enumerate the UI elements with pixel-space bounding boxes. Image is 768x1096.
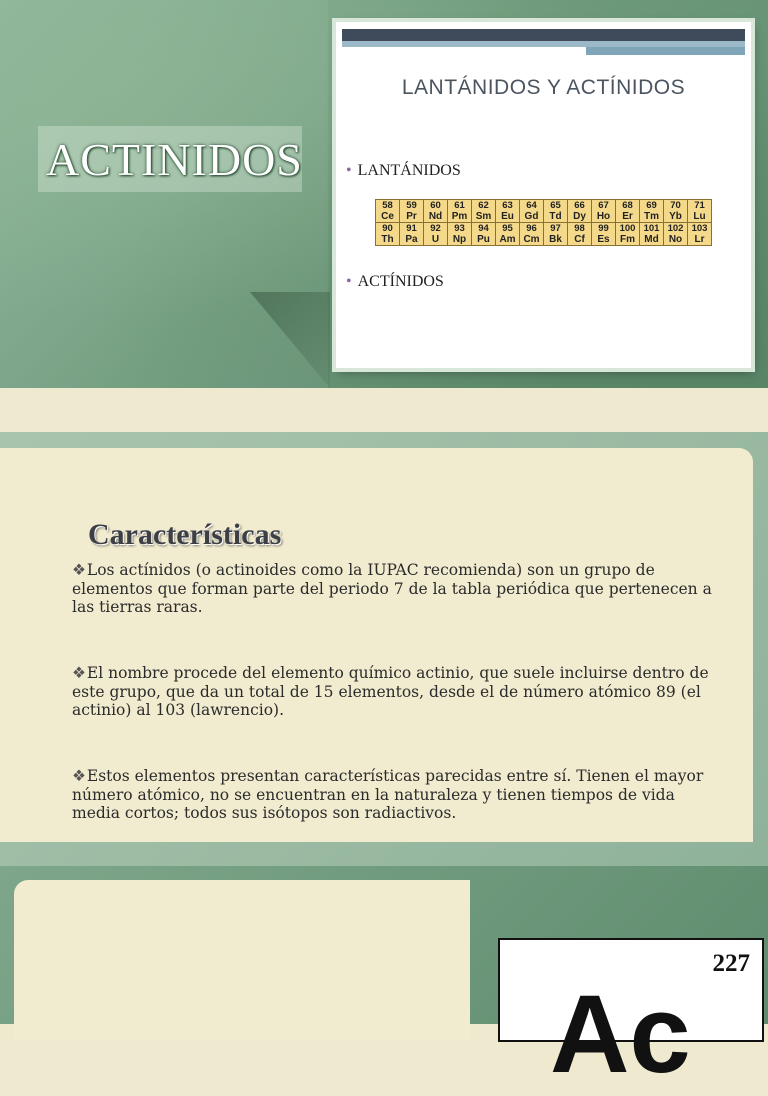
atomic-number: 94 <box>478 223 489 234</box>
header-bar <box>342 29 745 41</box>
atomic-number: 62 <box>478 200 489 211</box>
title-box <box>38 126 302 192</box>
element-symbol: Dy <box>573 211 586 222</box>
bullet-marker-icon: ❖ <box>72 767 86 785</box>
atomic-number: 66 <box>574 200 585 211</box>
section-heading: Características <box>88 518 282 551</box>
atomic-number: 68 <box>622 200 633 211</box>
element-symbol: Bk <box>549 234 562 245</box>
element-symbol: Tm <box>644 211 659 222</box>
content-card <box>14 880 470 1040</box>
element-cell <box>448 223 472 246</box>
element-symbol: Lu <box>693 211 706 222</box>
element-cell <box>592 200 616 223</box>
element-symbol: Am <box>499 234 516 245</box>
element-cell <box>592 223 616 246</box>
atomic-number: 59 <box>406 200 417 211</box>
element-cell <box>568 223 592 246</box>
atomic-number: 90 <box>382 223 393 234</box>
atomic-number: 91 <box>406 223 417 234</box>
embedded-slide <box>336 22 751 368</box>
element-cell <box>688 200 712 223</box>
paragraph-1 <box>72 561 712 617</box>
atomic-number: 58 <box>382 200 393 211</box>
atomic-number: 95 <box>502 223 513 234</box>
atomic-number: 93 <box>454 223 465 234</box>
atomic-number: 101 <box>643 223 660 234</box>
atomic-number: 65 <box>550 200 561 211</box>
element-cell <box>400 200 424 223</box>
bullet-label: LANTÁNIDOS <box>357 162 461 179</box>
atomic-number: 92 <box>430 223 441 234</box>
element-cell <box>640 200 664 223</box>
element-symbol: Er <box>622 211 633 222</box>
slide-title: ACTINIDOS <box>46 133 303 185</box>
bullet-actinidos <box>346 273 444 291</box>
table-row <box>376 223 712 246</box>
element-cell <box>448 200 472 223</box>
element-symbol: Nd <box>428 211 443 222</box>
element-symbol: U <box>431 234 440 245</box>
element-symbol: Es <box>597 234 610 245</box>
element-cell <box>424 223 448 246</box>
element-symbol: No <box>668 234 683 245</box>
element-cell <box>520 200 544 223</box>
element-symbol: Fm <box>620 234 635 245</box>
atomic-number: 64 <box>526 200 537 211</box>
element-cell <box>520 223 544 246</box>
element-symbol: Lr <box>694 234 705 245</box>
element-cell <box>376 200 400 223</box>
slide-actinio <box>0 866 768 1096</box>
element-symbol: Ce <box>381 211 394 222</box>
content-card <box>0 448 753 842</box>
bullet-label: ACTÍNIDOS <box>357 273 444 290</box>
header-bar-accent-right <box>586 47 745 55</box>
atomic-number: 69 <box>646 200 657 211</box>
element-cell <box>496 223 520 246</box>
periodic-table-fragment <box>375 199 712 246</box>
bullet-lantanidos <box>346 162 461 180</box>
atomic-number: 60 <box>430 200 441 211</box>
table-row <box>376 200 712 223</box>
element-cell <box>472 200 496 223</box>
element-symbol: Np <box>452 234 467 245</box>
element-cell <box>664 200 688 223</box>
embedded-slide-title: LANTÁNIDOS Y ACTÍNIDOS <box>401 76 686 99</box>
atomic-number: 99 <box>598 223 609 234</box>
atomic-number: 102 <box>667 223 684 234</box>
bullet-dot: • <box>346 162 352 179</box>
element-symbol: Pa <box>405 234 418 245</box>
element-symbol: Ac <box>550 973 691 1096</box>
element-symbol: Pr <box>406 211 417 222</box>
atomic-number: 63 <box>502 200 513 211</box>
element-symbol: Th <box>381 234 394 245</box>
element-cell <box>400 223 424 246</box>
element-symbol: Eu <box>501 211 514 222</box>
bullet-dot: • <box>346 273 352 290</box>
element-symbol: Cm <box>523 234 540 245</box>
element-cell <box>616 223 640 246</box>
atomic-number: 71 <box>694 200 705 211</box>
atomic-number: 96 <box>526 223 537 234</box>
slide-caracteristicas <box>0 432 768 866</box>
element-symbol: Sm <box>475 211 492 222</box>
element-cell <box>544 200 568 223</box>
element-symbol: Gd <box>524 211 539 222</box>
paragraph-2 <box>72 664 712 720</box>
background-panel <box>0 0 328 388</box>
atomic-number: 67 <box>598 200 609 211</box>
element-cell <box>640 223 664 246</box>
paragraph-text: El nombre procede del elemento químico actinio, que suele incluirse dentro de este grupo, que da un total de 15 elementos, desde el de número atómico 89 (el actinio) al 103 (lawrencio). <box>72 664 709 719</box>
paragraph-3 <box>72 767 712 823</box>
element-mass: 227 <box>712 950 750 977</box>
element-cell <box>664 223 688 246</box>
slide-actinidos-title <box>0 0 768 388</box>
element-cell <box>688 223 712 246</box>
atomic-number: 70 <box>670 200 681 211</box>
atomic-number: 97 <box>550 223 561 234</box>
element-cell <box>376 223 400 246</box>
element-cell <box>568 200 592 223</box>
atomic-number: 100 <box>619 223 636 234</box>
element-cell <box>496 200 520 223</box>
atomic-number: 61 <box>454 200 465 211</box>
paragraph-text: Estos elementos presentan características parecidas entre sí. Tienen el mayor número atómico, no se encuentran en la naturaleza y tienen tiempos de vida media cortos; todos sus isótopos son radiactivos. <box>72 767 704 822</box>
element-cell <box>544 223 568 246</box>
element-symbol: Cf <box>574 234 585 245</box>
element-tile <box>498 938 764 1096</box>
bullet-marker-icon: ❖ <box>72 664 86 682</box>
element-symbol: Md <box>644 234 659 245</box>
element-symbol: Pu <box>477 234 490 245</box>
bullet-marker-icon: ❖ <box>72 561 86 579</box>
element-symbol: Pm <box>451 211 468 222</box>
element-symbol: Td <box>549 211 562 222</box>
paragraph-text: Los actínidos (o actinoides como la IUPAC recomienda) son un grupo de elementos que forman parte del periodo 7 de la tabla periódica que pertenecen a las tierras raras. <box>72 561 712 616</box>
atomic-number: 103 <box>691 223 708 234</box>
element-cell <box>616 200 640 223</box>
element-symbol: Yb <box>669 211 682 222</box>
element-cell <box>424 200 448 223</box>
element-cell <box>472 223 496 246</box>
element-symbol: Ho <box>596 211 611 222</box>
atomic-number: 98 <box>574 223 585 234</box>
